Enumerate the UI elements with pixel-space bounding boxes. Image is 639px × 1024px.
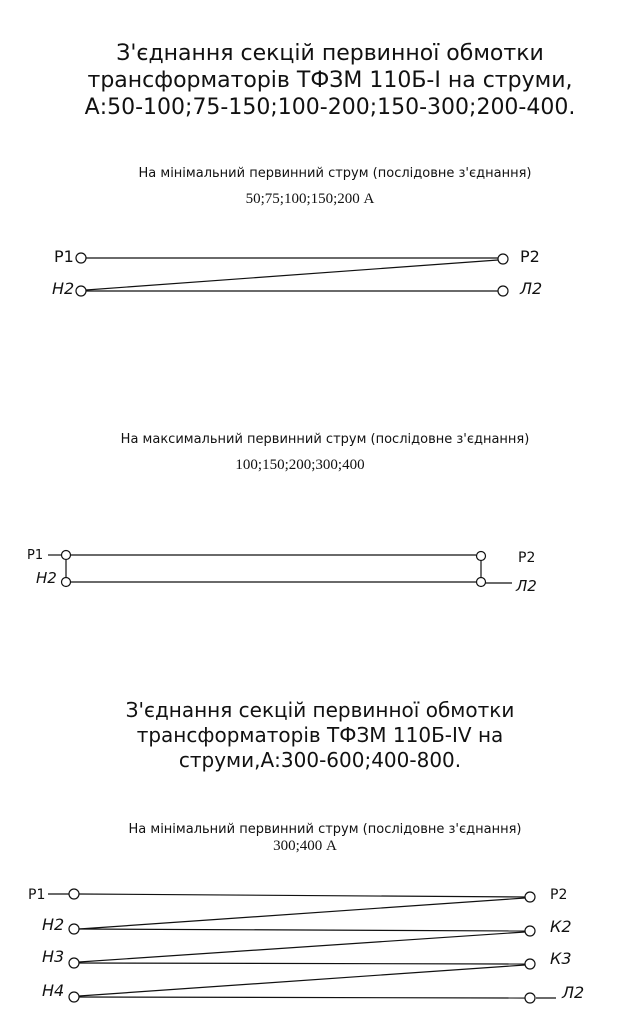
diagram3-terminal-l2 (525, 993, 535, 1003)
diagram3-values: 300;400 А (273, 838, 337, 854)
diagram1-values: 50;75;100;150;200 А (245, 191, 375, 207)
diagram3-caption: На мінімальний первинний струм (послідовне з'єднання) (128, 822, 522, 837)
diagram3-terminal-k2 (525, 926, 535, 936)
diagram3-label-p2: Р2 (550, 887, 568, 903)
diagram3-label-h4: Н4 (42, 981, 65, 1000)
diagram2-label-h2: Н2 (36, 569, 57, 587)
diagram2-caption: На максимальний первинний струм (послідовне з'єднання) (120, 432, 530, 447)
diagram3-wire-diag-1 (79, 898, 525, 929)
diagram3-label-p1: Р1 (28, 887, 46, 903)
section1-title-line2: трансформаторів ТФЗМ 110Б-І на струми, (87, 68, 573, 93)
diagram3-label-k3: К3 (550, 949, 572, 968)
section1-title-line1: З'єднання секцій первинної обмотки (116, 41, 544, 66)
section2-title-line2: трансформаторів ТФЗМ 110Б-IV на (136, 723, 504, 747)
diagram3-wire-2 (79, 929, 525, 931)
diagram3-terminal-p2 (525, 892, 535, 902)
diagram3-terminal-h4 (69, 992, 79, 1002)
diagram3-terminal-h3 (69, 958, 79, 968)
diagram3-label-k2: К2 (550, 917, 572, 936)
diagram3-label-l2: Л2 (562, 983, 585, 1002)
diagram3-wire-4 (79, 997, 525, 998)
diagram1-label-l2: Л2 (520, 279, 543, 298)
diagram2-label-p2: Р2 (518, 550, 536, 566)
diagram2-values: 100;150;200;300;400 (235, 457, 365, 473)
diagram3-terminal-k3 (525, 959, 535, 969)
diagram3-terminal-p1 (69, 889, 79, 899)
diagram1-label-p2: Р2 (520, 247, 540, 266)
diagram3-wire-diag-3 (79, 965, 525, 996)
section2-title-line3: струми,А:300-600;400-800. (178, 748, 462, 772)
diagram3-wire-1 (79, 894, 525, 897)
diagram2-label-l2: Л2 (516, 577, 537, 595)
diagram1-label-p1: Р1 (54, 247, 74, 266)
diagram3-terminal-h2 (69, 924, 79, 934)
diagram3-wire-diag-2 (79, 932, 525, 962)
diagram1-label-h2: Н2 (52, 279, 75, 298)
diagram3-wire-3 (79, 963, 525, 964)
diagram3-label-h3: Н3 (42, 947, 65, 966)
diagram2-label-p1: Р1 (27, 548, 44, 563)
diagram3-label-h2: Н2 (42, 915, 65, 934)
diagram1-caption: На мінімальний первинний струм (послідовне з'єднання) (138, 166, 532, 181)
section2-title-line1: З'єднання секцій первинної обмотки (125, 698, 515, 722)
section1-title-line3: А:50-100;75-150;100-200;150-300;200-400. (84, 95, 576, 120)
